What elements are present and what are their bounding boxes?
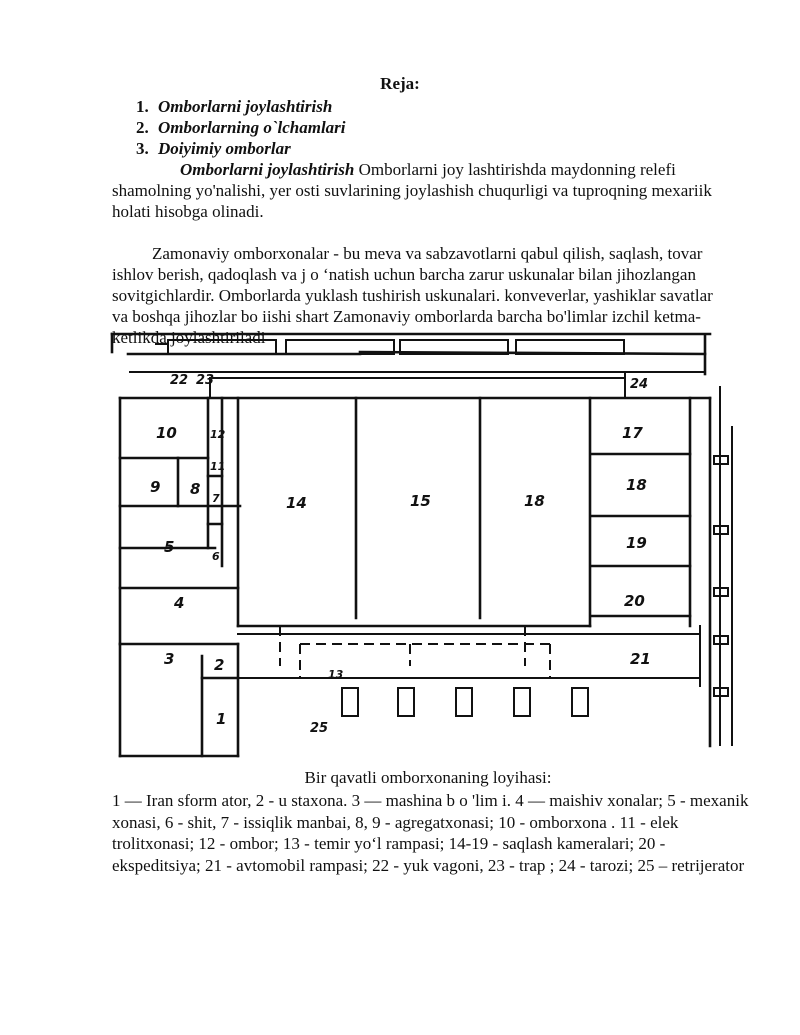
warehouse-floor-plan bbox=[110, 326, 748, 766]
room-label-3: 3 bbox=[164, 650, 175, 668]
room-label-20: 20 bbox=[624, 592, 645, 610]
room-label-18b: 18 bbox=[626, 476, 647, 494]
room-label-5: 5 bbox=[164, 538, 175, 556]
plan-list bbox=[112, 96, 712, 159]
room-label-2: 2 bbox=[214, 656, 225, 674]
plan-item bbox=[112, 96, 712, 117]
plan-item bbox=[112, 117, 712, 138]
plan-item-text: Omborlarni joylashtirish bbox=[158, 97, 333, 116]
room-label-6: 6 bbox=[212, 550, 220, 563]
room-label-10: 10 bbox=[156, 424, 177, 442]
paragraph-lead: Omborlarni joylashtirish bbox=[180, 160, 355, 179]
plan-item-number: 2. bbox=[136, 118, 149, 137]
paragraph-modern-warehouses: Zamonaviy omborxonalar - bu meva va sabzavotlarni qabul qilish, saqlash, tovar ishlov berish, qadoqlash va j o ‘natish uchun barcha zarur uskunalar bilan jihozlangan sovitgichlardir. Omborlarda yuklash tushirish uskunalari. konveverlar, yashiklar savatlar va boshqa jihozlar bo iishi shart Zamonaviy omborlarda barcha bo'limlar izchil ketma- ketlikda joylashtiriladi bbox=[112, 244, 713, 347]
paragraph-text: Omborlarni joy lashtirishda maydonning relefi shamolning yo'nalishi, yer osti suvlarining joylashish chuqurligi va tuproqning mexariik holati hisobga olinadi. bbox=[112, 160, 712, 221]
room-label-18a: 18 bbox=[524, 492, 545, 510]
room-label-14: 14 bbox=[286, 494, 307, 512]
figure-caption-title: Bir qavatli omborxonaning loyihasi: bbox=[304, 768, 552, 787]
room-label-24: 24 bbox=[630, 377, 649, 392]
room-label-9: 9 bbox=[150, 478, 161, 496]
plan-item bbox=[112, 138, 712, 159]
room-label-21: 21 bbox=[630, 650, 651, 668]
room-label-25: 25 bbox=[310, 721, 329, 736]
room-label-23: 23 bbox=[196, 373, 215, 388]
room-label-15: 15 bbox=[410, 492, 431, 510]
room-label-19: 19 bbox=[626, 534, 647, 552]
paragraph-placement bbox=[112, 159, 722, 222]
room-label-12: 12 bbox=[210, 428, 226, 441]
plan-item-text: Doiyimiy omborlar bbox=[158, 139, 291, 158]
room-label-8: 8 bbox=[190, 480, 201, 498]
plan-item-number: 1. bbox=[136, 97, 149, 116]
room-label-4: 4 bbox=[174, 594, 185, 612]
room-label-7: 7 bbox=[212, 492, 220, 505]
figure-caption: 1 — Iran sform ator, 2 - u staxona. 3 — mashina b o 'lim i. 4 — maishiv xonalar; 5 - mexanik xonasi, 6 - shit, 7 - issiqlik manbai, 8, 9 - agregatxonasi; 10 - omborxona . 11 - elek trolitxonasi; 12 - ombor; 13 - temir yo‘l rampasi; 14-19 - saqlash kameralari; 20 - ekspeditsiya; 21 - avtomobil rampasi; 22 - yuk vagoni, 23 - trap ; 24 - tarozi; 25 – retrijerator bbox=[112, 791, 749, 875]
room-label-22: 22 bbox=[170, 373, 189, 388]
plan-heading: Reja: bbox=[380, 74, 420, 93]
plan-item-number: 3. bbox=[136, 139, 149, 158]
room-label-1: 1 bbox=[216, 710, 227, 728]
room-label-11: 11 bbox=[210, 460, 226, 473]
plan-item-text: Omborlarning o`lchamlari bbox=[158, 118, 346, 137]
room-label-13: 13 bbox=[328, 668, 344, 681]
room-label-17: 17 bbox=[622, 424, 643, 442]
